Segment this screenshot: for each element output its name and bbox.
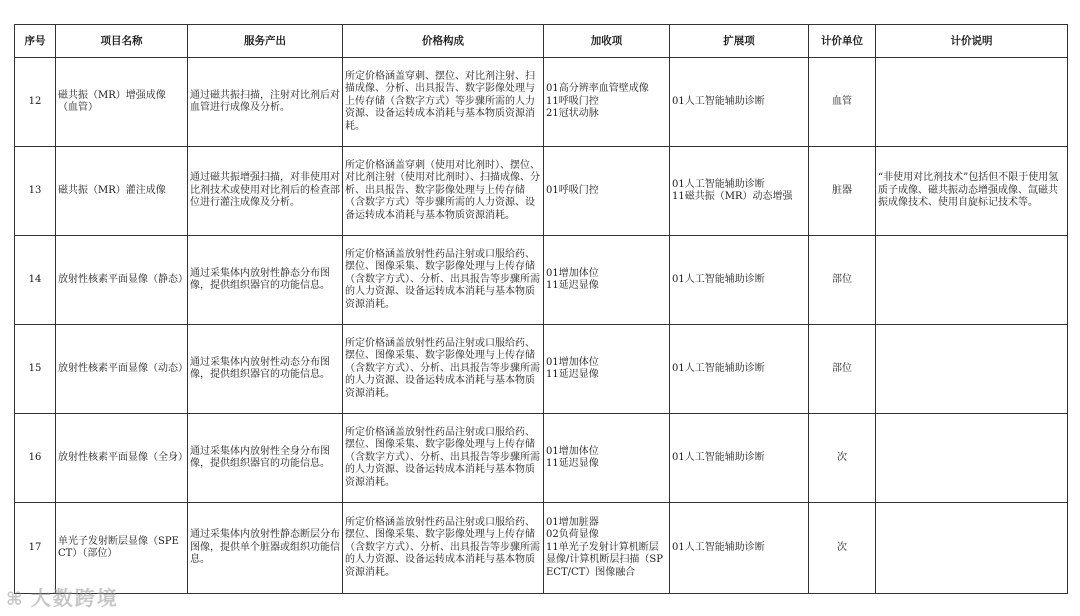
cell-price: 所定价格涵盖放射性药品注射或口服给药、摆位、图像采集、数字影像处理与上传存储（含数字方式）、分析、出具报告等步骤所需的人力资源、设备运转成本消耗与基本物质资源消耗。 (343, 503, 544, 594)
pricing-table (14, 24, 1068, 594)
cell-name: 放射性核素平面显像（动态） (56, 325, 188, 414)
table-row (15, 147, 1068, 236)
cell-name: 磁共振（MR）灌注成像 (56, 147, 188, 236)
cell-price: 所定价格涵盖穿刺（使用对比剂时）、摆位、对比剂注射（使用对比剂时）、扫描成像、分析、出具报告、数字影像处理与上传存储（含数字方式）等步骤所需的人力资源、设备运转成本消耗与基本物质资源消耗。 (343, 147, 544, 236)
table-row (15, 58, 1068, 147)
cell-id: 15 (15, 325, 56, 414)
cell-id: 17 (15, 503, 56, 594)
cell-output: 通过采集体内放射性静态分布图像，提供组织器官的功能信息。 (188, 236, 343, 325)
cell-ext: 01人工智能辅助诊断 11磁共振（MR）动态增强 (670, 147, 809, 236)
cell-ext: 01人工智能辅助诊断 (670, 414, 809, 503)
cell-ext: 01人工智能辅助诊断 (670, 58, 809, 147)
cell-unit: 部位 (809, 325, 876, 414)
cell-id: 14 (15, 236, 56, 325)
cell-addon: 01呼吸门控 (544, 147, 670, 236)
cell-ext: 01人工智能辅助诊断 (670, 325, 809, 414)
cell-output: 通过磁共振扫描，注射对比剂后对血管进行成像及分析。 (188, 58, 343, 147)
cell-note (876, 58, 1068, 147)
cell-note (876, 325, 1068, 414)
cell-addon: 01增加脏器 02负荷显像 11单光子发射计算机断层显像/计算机断层扫描（SPECT/CT）图像融合 (544, 503, 670, 594)
cell-ext: 01人工智能辅助诊断 (670, 503, 809, 594)
cell-unit: 次 (809, 414, 876, 503)
watermark-logo-icon: ⌘ (6, 589, 25, 610)
header-name: 项目名称 (56, 25, 188, 58)
cell-id: 13 (15, 147, 56, 236)
cell-note (876, 236, 1068, 325)
header-note: 计价说明 (876, 25, 1068, 58)
cell-output: 通过采集体内放射性静态断层分布图像，提供单个脏器或组织功能信息。 (188, 503, 343, 594)
cell-note (876, 414, 1068, 503)
table-row (15, 503, 1068, 594)
cell-unit: 次 (809, 503, 876, 594)
watermark (6, 582, 119, 611)
table-row (15, 325, 1068, 414)
cell-note: “非使用对比剂技术”包括但不限于使用氢质子成像、磁共振动态增强成像、氙磁共振成像技术、使用自旋标记技术等。 (876, 147, 1068, 236)
header-ext: 扩展项 (670, 25, 809, 58)
cell-price: 所定价格涵盖放射性药品注射或口服给药、摆位、图像采集、数字影像处理与上传存储（含数字方式）、分析、出具报告等步骤所需的人力资源、设备运转成本消耗与基本物质资源消耗。 (343, 414, 544, 503)
cell-name: 放射性核素平面显像（全身） (56, 414, 188, 503)
cell-addon: 01增加体位 11延迟显像 (544, 325, 670, 414)
cell-price: 所定价格涵盖放射性药品注射或口服给药、摆位、图像采集、数字影像处理与上传存储（含数字方式）、分析、出具报告等步骤所需的人力资源、设备运转成本消耗与基本物质资源消耗。 (343, 325, 544, 414)
header-id: 序号 (15, 25, 56, 58)
header-addon: 加收项 (544, 25, 670, 58)
cell-note (876, 503, 1068, 594)
header-row (15, 25, 1068, 58)
table-row (15, 414, 1068, 503)
cell-id: 12 (15, 58, 56, 147)
cell-unit: 部位 (809, 236, 876, 325)
cell-name: 单光子发射断层显像（SPECT）（部位） (56, 503, 188, 594)
cell-unit: 血管 (809, 58, 876, 147)
watermark-text: 大数跨境 (30, 586, 119, 610)
cell-output: 通过磁共振增强扫描，对非使用对比剂技术或使用对比剂后的检查部位进行灌注成像及分析。 (188, 147, 343, 236)
cell-ext: 01人工智能辅助诊断 (670, 236, 809, 325)
header-output: 服务产出 (188, 25, 343, 58)
cell-unit: 脏器 (809, 147, 876, 236)
cell-price: 所定价格涵盖放射性药品注射或口服给药、摆位、图像采集、数字影像处理与上传存储（含数字方式）、分析、出具报告等步骤所需的人力资源、设备运转成本消耗与基本物质资源消耗。 (343, 236, 544, 325)
cell-id: 16 (15, 414, 56, 503)
header-unit: 计价单位 (809, 25, 876, 58)
cell-addon: 01高分辨率血管壁成像 11呼吸门控 21冠状动脉 (544, 58, 670, 147)
cell-output: 通过采集体内放射性动态分布图像，提供组织器官的功能信息。 (188, 325, 343, 414)
cell-name: 放射性核素平面显像（静态） (56, 236, 188, 325)
table-row (15, 236, 1068, 325)
cell-price: 所定价格涵盖穿刺、摆位、对比剂注射、扫描成像、分析、出具报告、数字影像处理与上传存储（含数字方式）等步骤所需的人力资源、设备运转成本消耗与基本物质资源消耗。 (343, 58, 544, 147)
cell-addon: 01增加体位 11延迟显像 (544, 414, 670, 503)
cell-name: 磁共振（MR）增强成像（血管） (56, 58, 188, 147)
header-price: 价格构成 (343, 25, 544, 58)
cell-addon: 01增加体位 11延迟显像 (544, 236, 670, 325)
cell-output: 通过采集体内放射性全身分布图像，提供组织器官的功能信息。 (188, 414, 343, 503)
